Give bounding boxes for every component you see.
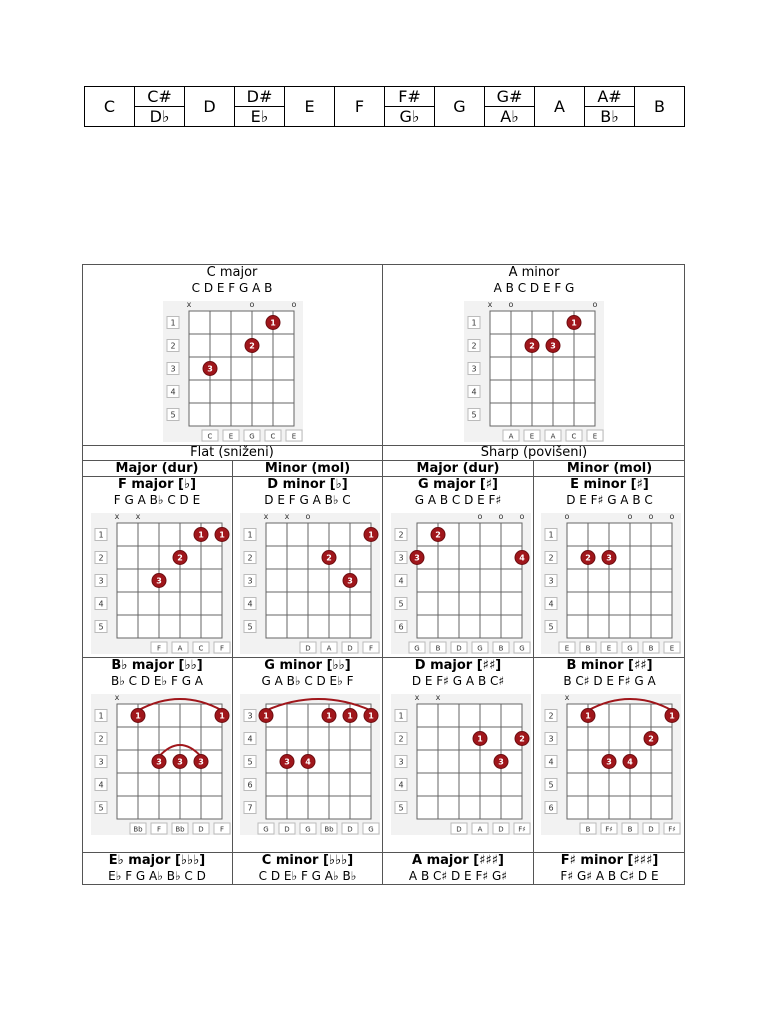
chord-title: E minor [♯] — [570, 477, 649, 492]
finger-number: 1 — [368, 530, 374, 540]
muted-string-marker: x — [114, 512, 120, 521]
finger-number: 1 — [135, 711, 141, 721]
fret-number: 1 — [398, 711, 404, 721]
chord-title: A major [♯♯♯] — [412, 853, 504, 868]
note-cell-flat: G♭ — [385, 107, 435, 127]
string-note: D — [347, 644, 353, 653]
chord-notes: C D E♭ F G A♭ B♭ — [258, 869, 357, 883]
chord-notes: F G A B♭ C D E — [113, 493, 201, 507]
finger-number: 3 — [284, 757, 290, 767]
string-note: D — [498, 825, 504, 834]
fret-number: 2 — [247, 553, 253, 563]
finger-number: 2 — [435, 530, 441, 540]
chord-title: E♭ major [♭♭♭] — [108, 853, 206, 868]
string-note: E — [529, 432, 535, 441]
fret-number: 5 — [247, 622, 253, 632]
finger-number: 3 — [198, 757, 204, 767]
fret-number: 4 — [398, 576, 404, 586]
fret-number: 2 — [398, 734, 404, 744]
note-cell: C — [85, 87, 135, 127]
muted-string-marker: x — [487, 300, 493, 309]
fret-number: 3 — [398, 757, 404, 767]
note-cell: E — [285, 87, 335, 127]
string-note: A — [477, 825, 483, 834]
string-note: F — [156, 825, 162, 834]
fret-number: 2 — [398, 530, 404, 540]
finger-number: 3 — [156, 757, 162, 767]
fret-number: 5 — [471, 410, 477, 420]
string-note: C — [270, 432, 276, 441]
finger-number: 1 — [219, 530, 225, 540]
finger-number: 1 — [270, 318, 276, 328]
fret-number: 3 — [398, 553, 404, 563]
finger-number: 4 — [305, 757, 311, 767]
string-note: F♯ — [668, 825, 676, 834]
string-note: A — [326, 644, 332, 653]
note-cell-flat: D♭ — [135, 107, 185, 127]
finger-number: 3 — [177, 757, 183, 767]
chord-notes: D E F G A B♭ C — [264, 493, 351, 507]
major-header: Major (dur) — [416, 461, 500, 476]
fret-number: 3 — [548, 576, 554, 586]
fret-number: 2 — [170, 341, 176, 351]
string-note: E — [291, 432, 297, 441]
fret-number: 4 — [548, 599, 554, 609]
chord-notes: D E F♯ G A B C♯ — [411, 674, 505, 688]
string-note: D — [284, 825, 290, 834]
string-note: F — [219, 825, 225, 834]
finger-number: 2 — [585, 553, 591, 563]
chord-title: F♯ minor [♯♯♯] — [560, 853, 659, 868]
chord-notes: F♯ G♯ A B C♯ D E — [560, 869, 659, 883]
muted-string-marker: x — [435, 693, 441, 702]
string-note: Bb — [175, 825, 185, 834]
fret-number: 2 — [548, 711, 554, 721]
finger-number: 1 — [263, 711, 269, 721]
fret-number: 6 — [247, 780, 253, 790]
finger-number: 2 — [519, 734, 525, 744]
note-cell-flat: B♭ — [585, 107, 635, 127]
fret-number: 4 — [548, 757, 554, 767]
fret-number: 3 — [98, 757, 104, 767]
string-note: B — [627, 825, 633, 834]
finger-number: 1 — [347, 711, 353, 721]
fret-number: 1 — [471, 318, 477, 328]
finger-number: 1 — [585, 711, 591, 721]
note-cell-sharp: F# — [385, 87, 435, 107]
fret-number: 2 — [98, 734, 104, 744]
muted-string-marker: x — [263, 512, 269, 521]
open-string-marker: o — [669, 512, 675, 521]
fretboard — [117, 523, 222, 638]
fret-number: 4 — [98, 780, 104, 790]
fretboard — [417, 523, 522, 638]
fret-number: 3 — [170, 364, 176, 374]
open-string-marker: o — [519, 512, 525, 521]
fret-number: 4 — [247, 734, 253, 744]
string-note: A — [177, 644, 183, 653]
open-string-marker: o — [508, 300, 514, 309]
chord-notes: A B C D E F G — [493, 281, 575, 295]
note-cell-sharp: C# — [135, 87, 185, 107]
string-note: B — [585, 825, 591, 834]
finger-number: 3 — [498, 757, 504, 767]
chord-title: D minor [♭] — [267, 477, 348, 492]
note-cell-sharp: D# — [235, 87, 285, 107]
string-note: G — [477, 644, 483, 653]
open-string-marker: o — [291, 300, 297, 309]
string-note: D — [347, 825, 353, 834]
chord-notes: B C♯ D E F♯ G A — [563, 674, 656, 688]
finger-number: 1 — [477, 734, 483, 744]
fret-number: 1 — [247, 530, 253, 540]
string-note: G — [249, 432, 255, 441]
divider — [382, 264, 383, 885]
string-note: G — [305, 825, 311, 834]
muted-string-marker: x — [114, 693, 120, 702]
string-note: A — [508, 432, 514, 441]
finger-number: 3 — [207, 364, 213, 374]
chord-diagram — [541, 690, 681, 835]
chord-diagram — [541, 509, 681, 654]
chord-title: C minor [♭♭♭] — [261, 853, 354, 868]
fret-number: 4 — [170, 387, 176, 397]
fret-number: 5 — [398, 599, 404, 609]
finger-number: 1 — [219, 711, 225, 721]
fret-number: 5 — [548, 622, 554, 632]
open-string-marker: o — [627, 512, 633, 521]
fret-number: 3 — [548, 734, 554, 744]
fret-number: 2 — [548, 553, 554, 563]
note-cell: G — [435, 87, 485, 127]
chord-notes: A B C♯ D E F♯ G♯ — [408, 869, 508, 883]
fret-number: 4 — [98, 599, 104, 609]
chord-diagram — [91, 509, 231, 654]
open-string-marker: o — [648, 512, 654, 521]
finger-number: 2 — [326, 553, 332, 563]
minor-header: Minor (mol) — [264, 461, 351, 476]
fretboard — [567, 704, 672, 819]
chord-diagram — [391, 509, 531, 654]
fret-number: 5 — [398, 803, 404, 813]
minor-header: Minor (mol) — [566, 461, 653, 476]
fretboard — [567, 523, 672, 638]
finger-number: 3 — [606, 757, 612, 767]
note-cell-flat: E♭ — [235, 107, 285, 127]
muted-string-marker: x — [564, 693, 570, 702]
muted-string-marker: x — [284, 512, 290, 521]
chord-diagram — [91, 690, 231, 835]
finger-number: 2 — [529, 341, 535, 351]
open-string-marker: o — [564, 512, 570, 521]
note-cell: F — [335, 87, 385, 127]
note-cell: A — [535, 87, 585, 127]
open-string-marker: o — [498, 512, 504, 521]
finger-number: 3 — [606, 553, 612, 563]
major-header: Major (dur) — [115, 461, 199, 476]
chord-title: A minor — [508, 265, 560, 280]
string-note: A — [550, 432, 556, 441]
chord-title: B minor [♯♯] — [566, 658, 653, 673]
string-note: F — [156, 644, 162, 653]
string-note: G — [627, 644, 633, 653]
chord-notes: D E F♯ G A B C — [566, 493, 653, 507]
string-note: F — [368, 644, 374, 653]
fret-number: 4 — [398, 780, 404, 790]
string-note: C — [198, 644, 204, 653]
fret-number: 5 — [170, 410, 176, 420]
chord-diagram — [391, 690, 531, 835]
finger-number: 2 — [177, 553, 183, 563]
chord-title: F major [♭] — [117, 477, 197, 492]
fret-number: 1 — [98, 530, 104, 540]
finger-number: 3 — [414, 553, 420, 563]
finger-number: 4 — [627, 757, 633, 767]
finger-number: 1 — [571, 318, 577, 328]
string-note: B — [585, 644, 591, 653]
open-string-marker: o — [249, 300, 255, 309]
fret-number: 5 — [548, 780, 554, 790]
fret-number: 6 — [548, 803, 554, 813]
fret-number: 5 — [98, 622, 104, 632]
fret-number: 1 — [98, 711, 104, 721]
finger-number: 4 — [519, 553, 525, 563]
sharp-header: Sharp (povišeni) — [480, 445, 588, 460]
string-note: F♯ — [518, 825, 526, 834]
string-note: B — [648, 644, 654, 653]
fret-number: 3 — [471, 364, 477, 374]
chord-notes: G A B♭ C D E♭ F — [261, 674, 354, 688]
chord-diagram — [163, 297, 303, 442]
open-string-marker: o — [305, 512, 311, 521]
finger-number: 1 — [326, 711, 332, 721]
fret-number: 3 — [247, 711, 253, 721]
chord-notes: C D E F G A B — [191, 281, 273, 295]
chord-notes: B♭ C D E♭ F G A — [110, 674, 204, 688]
flat-header: Flat (sniženi) — [190, 445, 274, 460]
finger-number: 3 — [550, 341, 556, 351]
string-note: E — [228, 432, 234, 441]
note-cell: B — [635, 87, 685, 127]
string-note: G — [368, 825, 374, 834]
string-note: D — [305, 644, 311, 653]
fret-number: 5 — [98, 803, 104, 813]
fret-number: 3 — [98, 576, 104, 586]
muted-string-marker: x — [135, 512, 141, 521]
string-note: F — [219, 644, 225, 653]
finger-number: 3 — [156, 576, 162, 586]
finger-number: 1 — [669, 711, 675, 721]
string-note: G — [519, 644, 525, 653]
string-note: Bb — [133, 825, 143, 834]
string-note: E — [606, 644, 612, 653]
fret-number: 4 — [471, 387, 477, 397]
note-cell-sharp: G# — [485, 87, 535, 107]
string-note: E — [564, 644, 570, 653]
fretboard — [490, 311, 595, 426]
fret-number: 6 — [398, 622, 404, 632]
fret-number: 2 — [471, 341, 477, 351]
string-note: C — [571, 432, 577, 441]
chord-title: C major — [206, 265, 258, 280]
muted-string-marker: x — [414, 693, 420, 702]
note-table — [84, 86, 685, 127]
open-string-marker: o — [477, 512, 483, 521]
string-note: E — [592, 432, 598, 441]
chord-title: G minor [♭♭] — [264, 658, 351, 673]
fret-number: 5 — [247, 757, 253, 767]
open-string-marker: o — [592, 300, 598, 309]
finger-number: 1 — [198, 530, 204, 540]
finger-number: 2 — [249, 341, 255, 351]
finger-number: 3 — [347, 576, 353, 586]
fret-number: 3 — [247, 576, 253, 586]
string-note: E — [669, 644, 675, 653]
note-cell: D — [185, 87, 235, 127]
chord-title: B♭ major [♭♭] — [111, 658, 203, 673]
string-note: D — [456, 644, 462, 653]
string-note: Bb — [324, 825, 334, 834]
string-note: D — [198, 825, 204, 834]
muted-string-marker: x — [186, 300, 192, 309]
fret-number: 2 — [98, 553, 104, 563]
string-note: D — [648, 825, 654, 834]
chord-diagram — [240, 509, 380, 654]
chord-title: D major [♯♯] — [414, 658, 502, 673]
fret-number: 1 — [170, 318, 176, 328]
chord-title: G major [♯] — [417, 477, 498, 492]
string-note: C — [207, 432, 213, 441]
string-note: G — [414, 644, 420, 653]
fret-number: 1 — [548, 530, 554, 540]
fret-number: 4 — [247, 599, 253, 609]
chord-notes: G A B C D E F♯ — [414, 493, 502, 507]
string-note: B — [435, 644, 441, 653]
string-note: B — [498, 644, 504, 653]
note-cell-sharp: A# — [585, 87, 635, 107]
note-cell-flat: A♭ — [485, 107, 535, 127]
string-note: G — [263, 825, 269, 834]
string-note: D — [456, 825, 462, 834]
finger-number: 2 — [648, 734, 654, 744]
chord-notes: E♭ F G A♭ B♭ C D — [108, 869, 206, 883]
finger-number: 1 — [368, 711, 374, 721]
chord-diagram — [464, 297, 604, 442]
fret-number: 7 — [247, 803, 253, 813]
chord-diagram — [240, 690, 380, 835]
string-note: F♯ — [605, 825, 613, 834]
